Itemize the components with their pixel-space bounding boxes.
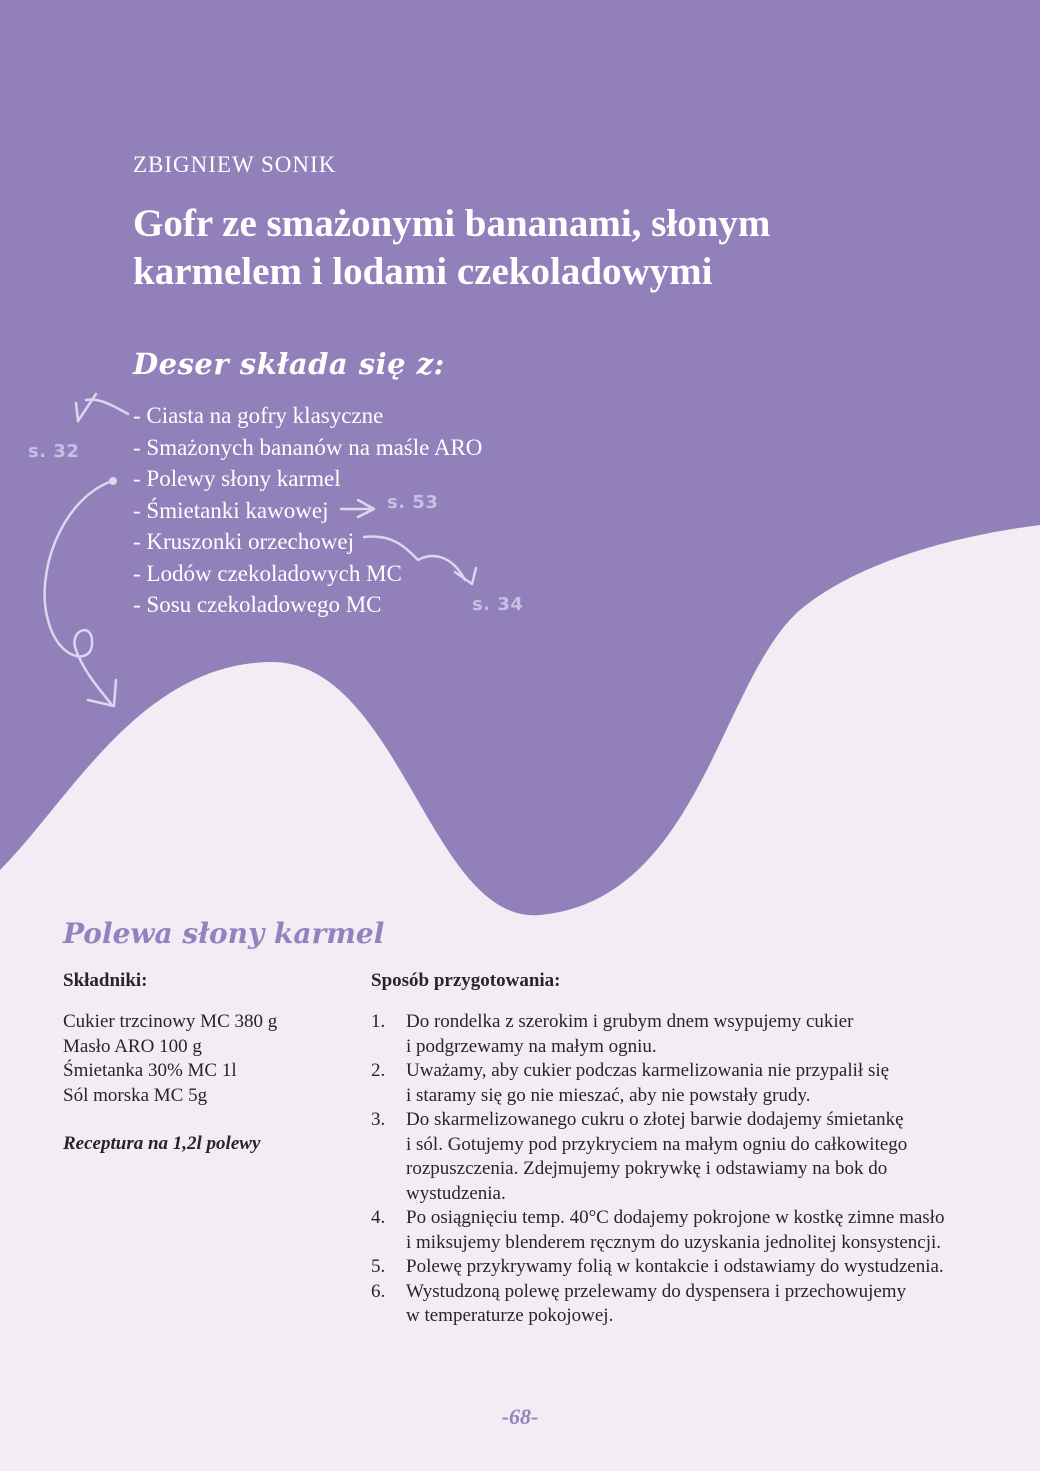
step-number: 4. <box>371 1207 386 1228</box>
component-item: - Sosu czekoladowego MC <box>133 592 382 617</box>
title-line-2: karmelem i lodami czekoladowymi <box>133 250 713 293</box>
ingredient-item: Sól morska MC 5g <box>63 1084 208 1106</box>
ingredients-list <box>63 1010 277 1108</box>
step-text-line: w temperaturze pokojowej. <box>406 1305 614 1326</box>
component-item: - Smażonych bananów na maśle ARO <box>133 434 483 460</box>
step-number: 1. <box>371 1011 386 1032</box>
ingredient-item: Śmietanka 30% MC 1l <box>63 1060 237 1081</box>
step-text-line: Uważamy, aby cukier podczas karmelizowania nie przypalił się <box>406 1060 890 1081</box>
preparation-step <box>371 1206 991 1255</box>
recipe-section-heading: Polewa słony karmel <box>63 917 385 950</box>
step-number: 2. <box>371 1060 386 1081</box>
component-item: - Ciasta na gofry klasyczne <box>133 403 384 428</box>
step-text-line: Do rondelka z szerokim i grubym dnem wsypujemy cukier <box>406 1011 854 1032</box>
preparation-step <box>371 1010 991 1059</box>
step-number: 5. <box>371 1256 386 1277</box>
step-number: 6. <box>371 1280 386 1302</box>
yield-note: Receptura na 1,2l polewy <box>63 1133 261 1154</box>
page-ref-s32: s. 32 <box>28 441 80 462</box>
step-text-line: Do skarmelizowanego cukru o złotej barwie dodajemy śmietankę <box>406 1109 904 1130</box>
step-text-line: i sól. Gotujemy pod przykryciem na małym ogniu do całkowitego <box>406 1133 908 1155</box>
component-item: - Lodów czekoladowych MC <box>133 560 402 586</box>
page-ref-s53: s. 53 <box>387 492 439 513</box>
step-number: 3. <box>371 1109 386 1130</box>
curved-arrow-icon <box>45 481 116 706</box>
component-item: - Kruszonki orzechowej <box>133 529 354 554</box>
step-text-line: Wystudzoną polewę przelewamy do dyspensera i przechowujemy <box>406 1280 907 1302</box>
step-text-line: i miksujemy blenderem ręcznym do uzyskania jednolitej konsystencji. <box>406 1231 942 1253</box>
arrow-start-dot <box>109 477 117 485</box>
step-text-line: i staramy się go nie mieszać, aby nie powstały grudy. <box>406 1084 811 1106</box>
preparation-steps <box>371 1010 991 1329</box>
step-text-line: rozpuszczenia. Zdejmujemy pokrywkę i odstawiamy na bok do <box>406 1158 888 1179</box>
preparation-label: Sposób przygotowania: <box>371 970 561 991</box>
step-text-line: Polewę przykrywamy folią w kontakcie i odstawiamy do wystudzenia. <box>406 1256 944 1277</box>
step-text-line: Po osiągnięciu temp. 40°C dodajemy pokrojone w kostkę zimne masło <box>406 1207 945 1228</box>
ingredient-item: Masło ARO 100 g <box>63 1035 202 1057</box>
preparation-step <box>371 1255 991 1280</box>
arrow-icon-to-s32 <box>76 394 128 421</box>
page-ref-s34: s. 34 <box>472 594 524 615</box>
component-item: - Śmietanki kawowej <box>133 497 329 523</box>
recipe-title <box>133 200 933 296</box>
components-heading: Deser składa się z: <box>133 347 445 381</box>
preparation-step <box>371 1108 991 1206</box>
page-number: -68- <box>501 1404 539 1429</box>
step-text-line: wystudzenia. <box>406 1182 506 1204</box>
ingredient-item: Cukier trzcinowy MC 380 g <box>63 1011 278 1032</box>
author-name: ZBIGNIEW SONIK <box>133 152 337 177</box>
preparation-step <box>371 1280 991 1329</box>
step-text-line: i podgrzewamy na małym ogniu. <box>406 1035 657 1057</box>
preparation-step <box>371 1059 991 1108</box>
component-item: - Polewy słony karmel <box>133 466 341 491</box>
ingredients-label: Składniki: <box>63 970 148 991</box>
title-line-1: Gofr ze smażonymi bananami, słonym <box>133 202 771 245</box>
